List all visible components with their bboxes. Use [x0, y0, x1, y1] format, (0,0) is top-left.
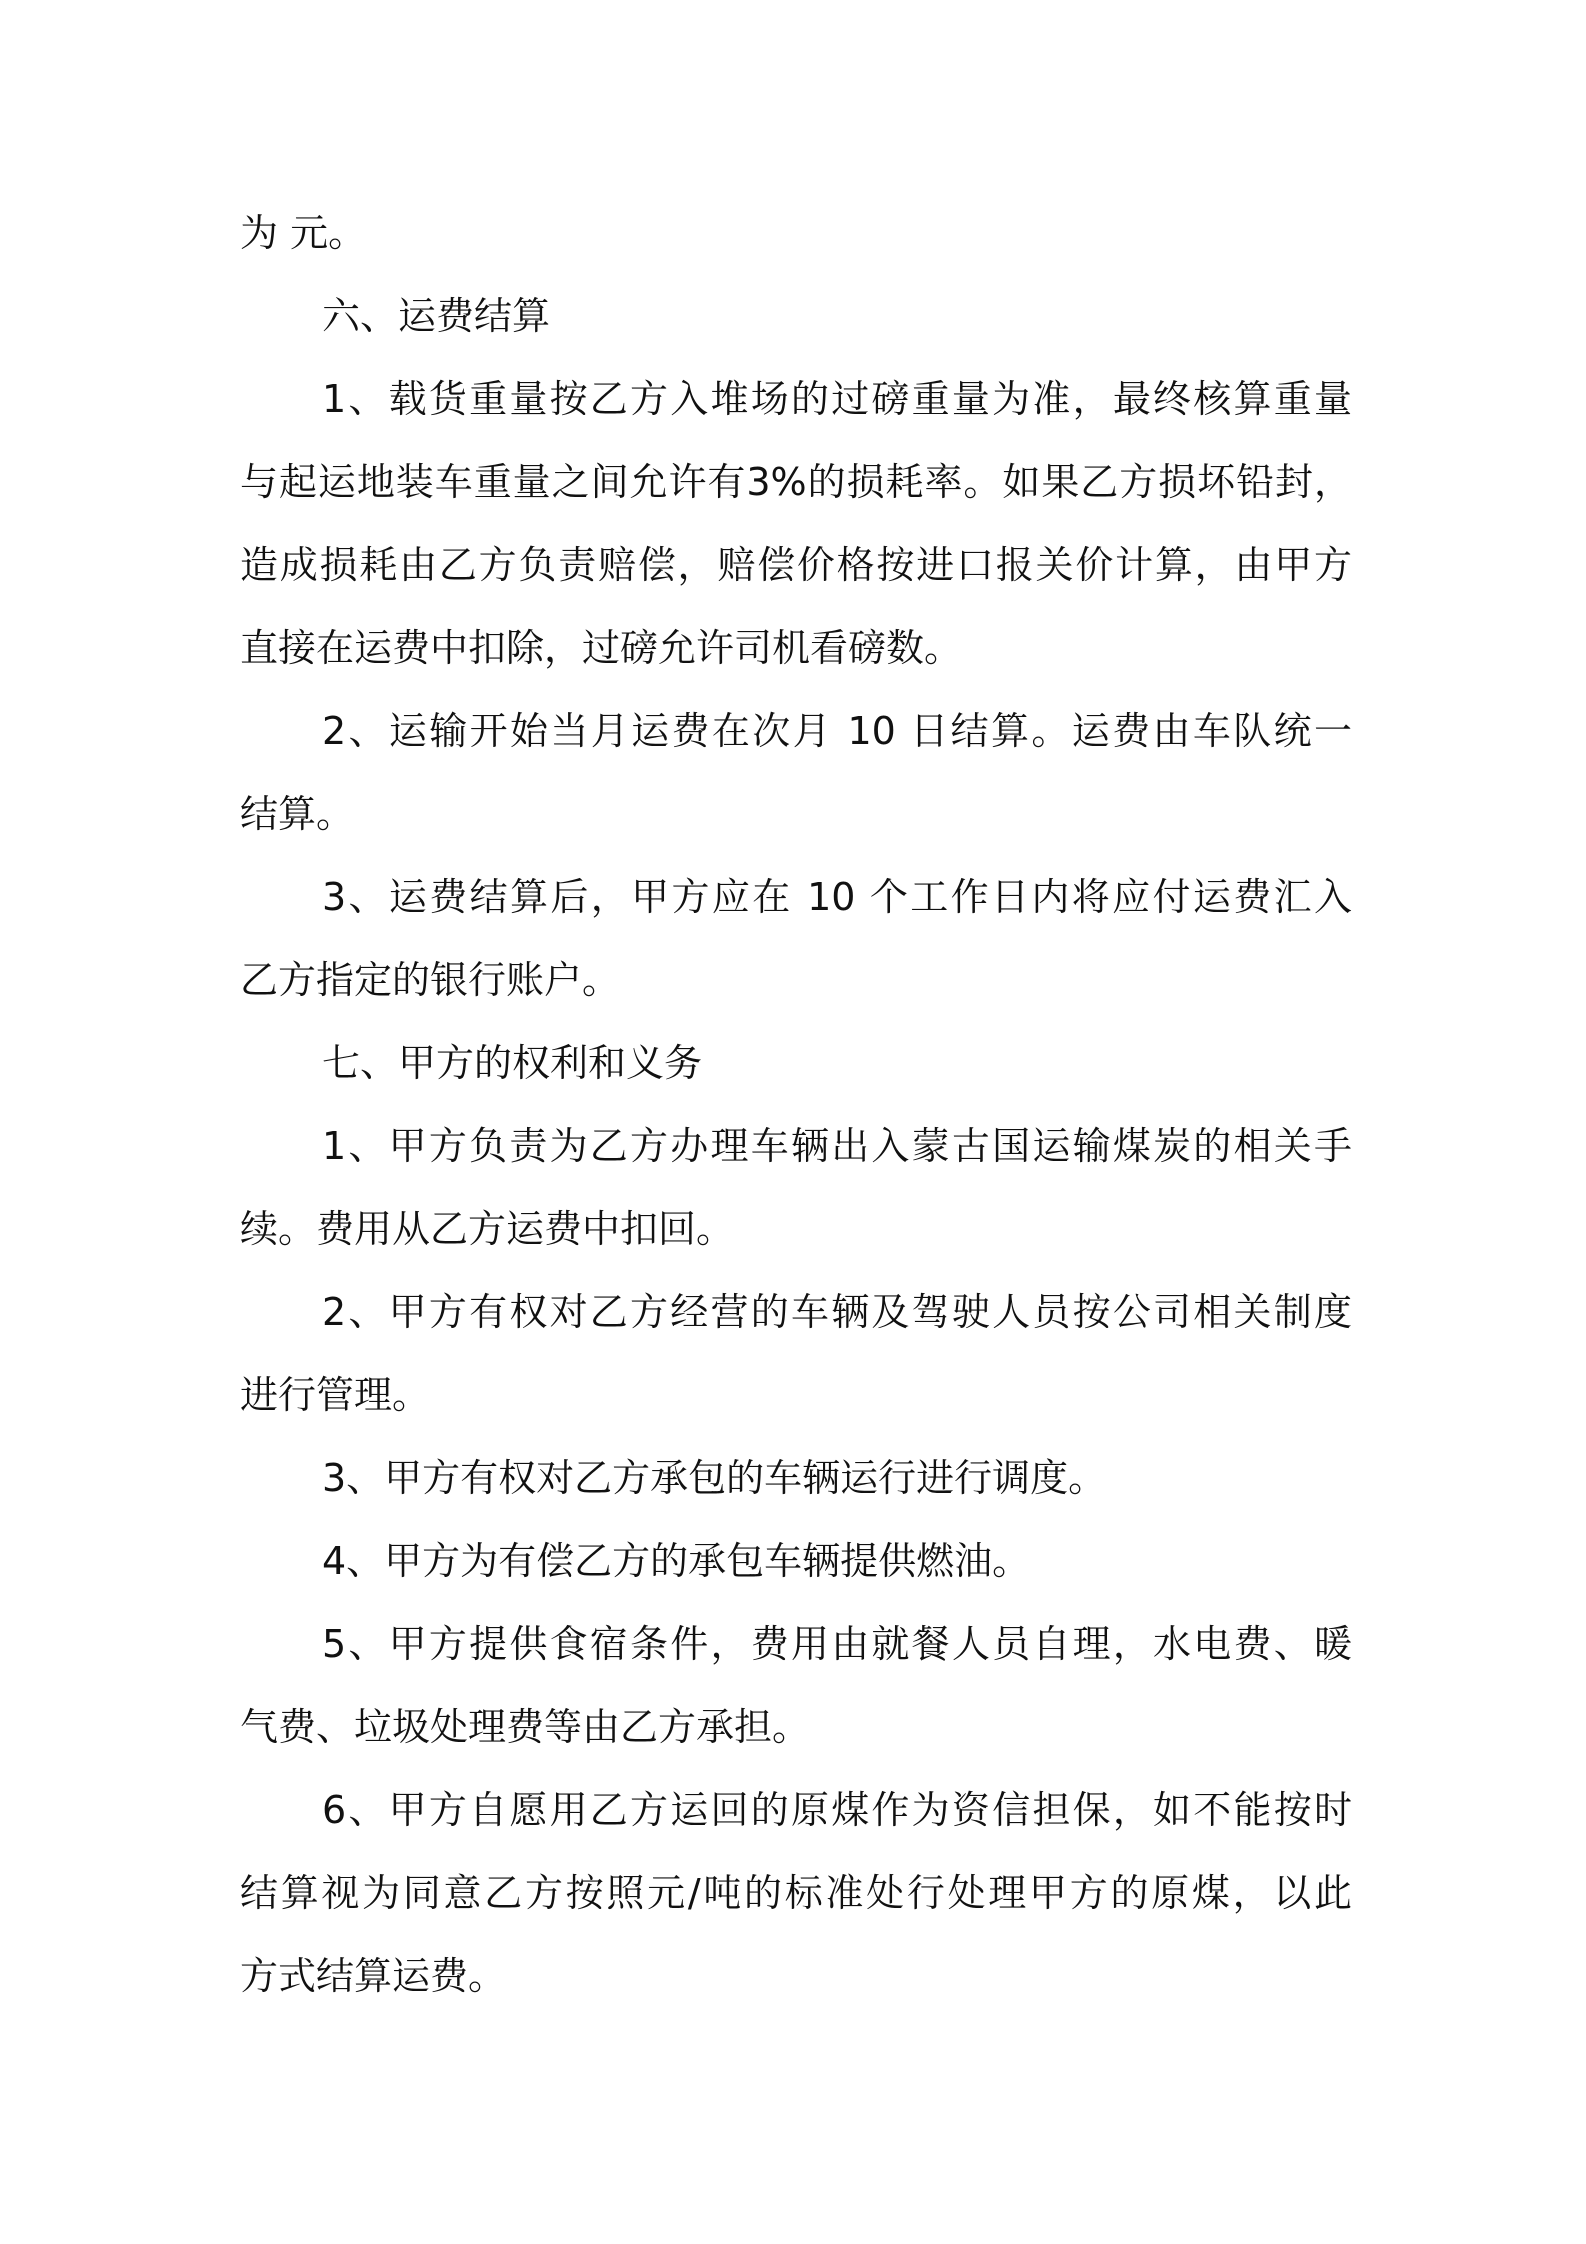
text-line: 1、载货重量按乙方入堆场的过磅重量为准，最终核算重量	[322, 377, 1352, 421]
text-line: 结算视为同意乙方按照元/吨的标准处行处理甲方的原煤，以此	[240, 1871, 1352, 1915]
text-line: 结算。	[240, 792, 355, 836]
text-line: 3、运费结算后，甲方应在 10 个工作日内将应付运费汇入	[322, 875, 1352, 919]
text-line: 直接在运费中扣除，过磅允许司机看磅数。	[240, 626, 963, 670]
text-line: 进行管理。	[240, 1373, 431, 1417]
text-line: 方式结算运费。	[240, 1954, 507, 1998]
text-line: 造成损耗由乙方负责赔偿，赔偿价格按进口报关价计算，由甲方	[240, 543, 1352, 587]
text-line: 5、甲方提供食宿条件，费用由就餐人员自理，水电费、暖	[322, 1622, 1352, 1666]
text-line: 1、甲方负责为乙方办理车辆出入蒙古国运输煤炭的相关手	[322, 1124, 1352, 1168]
text-line: 4、甲方为有偿乙方的承包车辆提供燃油。	[322, 1539, 1031, 1583]
text-line: 乙方指定的银行账户。	[240, 958, 621, 1002]
text-line: 3、甲方有权对乙方承包的车辆运行进行调度。	[322, 1456, 1107, 1500]
text-line: 与起运地装车重量之间允许有3%的损耗率。如果乙方损坏铅封，	[240, 460, 1352, 504]
text-line: 6、甲方自愿用乙方运回的原煤作为资信担保，如不能按时	[322, 1788, 1352, 1832]
text-line: 气费、垃圾处理费等由乙方承担。	[240, 1705, 811, 1749]
text-line: 2、甲方有权对乙方经营的车辆及驾驶人员按公司相关制度	[322, 1290, 1352, 1334]
section-heading-party-a-rights: 七、甲方的权利和义务	[322, 1041, 703, 1085]
text-line: 为 元。	[240, 211, 367, 255]
section-heading-freight-settlement: 六、运费结算	[322, 294, 551, 338]
document-page	[240, 192, 1352, 2018]
text-line: 续。费用从乙方运费中扣回。	[240, 1207, 735, 1251]
text-line: 2、运输开始当月运费在次月 10 日结算。运费由车队统一	[322, 709, 1352, 753]
